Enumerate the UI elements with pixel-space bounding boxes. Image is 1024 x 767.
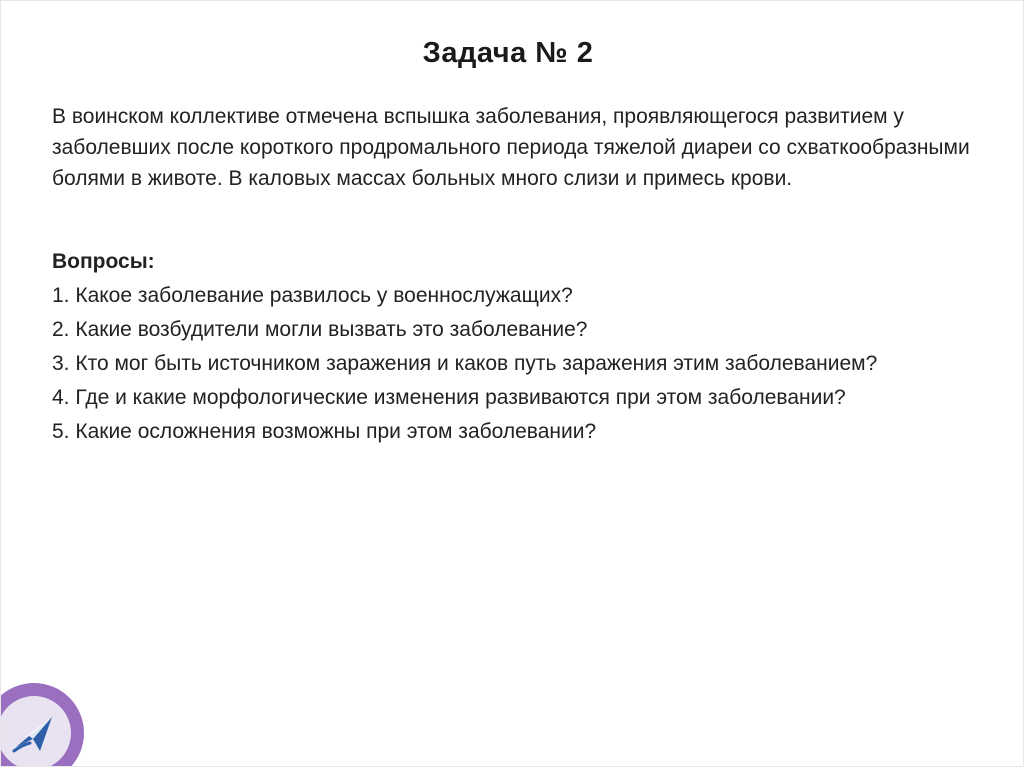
site-logo[interactable] (0, 683, 84, 767)
question-item: 5. Какие осложнения возможны при этом заболевании? (52, 420, 597, 443)
question-item: 2. Какие возбудители могли вызвать это заболевание? (52, 318, 588, 341)
question-item: 4. Где и какие морфологические изменения развиваются при этом заболевании? (52, 386, 846, 409)
questions-section (52, 246, 992, 450)
slide-title: Задача № 2 (422, 37, 594, 69)
questions-list (52, 280, 992, 447)
questions-heading: Вопросы: (52, 250, 155, 273)
question-item: 1. Какое заболевание развилось у военнослужащих? (52, 284, 573, 307)
question-item: 3. Кто мог быть источником заражения и каков путь заражения этим заболеванием? (52, 352, 878, 375)
task-description: В воинском коллективе отмечена вспышка заболевания, проявляющегося развитием у заболевших после короткого продромального периода тяжелой диареи со схваткообразными болями в животе. В каловых массах больных много слизи и примесь крови. (52, 105, 970, 190)
paper-plane-icon (2, 701, 66, 765)
